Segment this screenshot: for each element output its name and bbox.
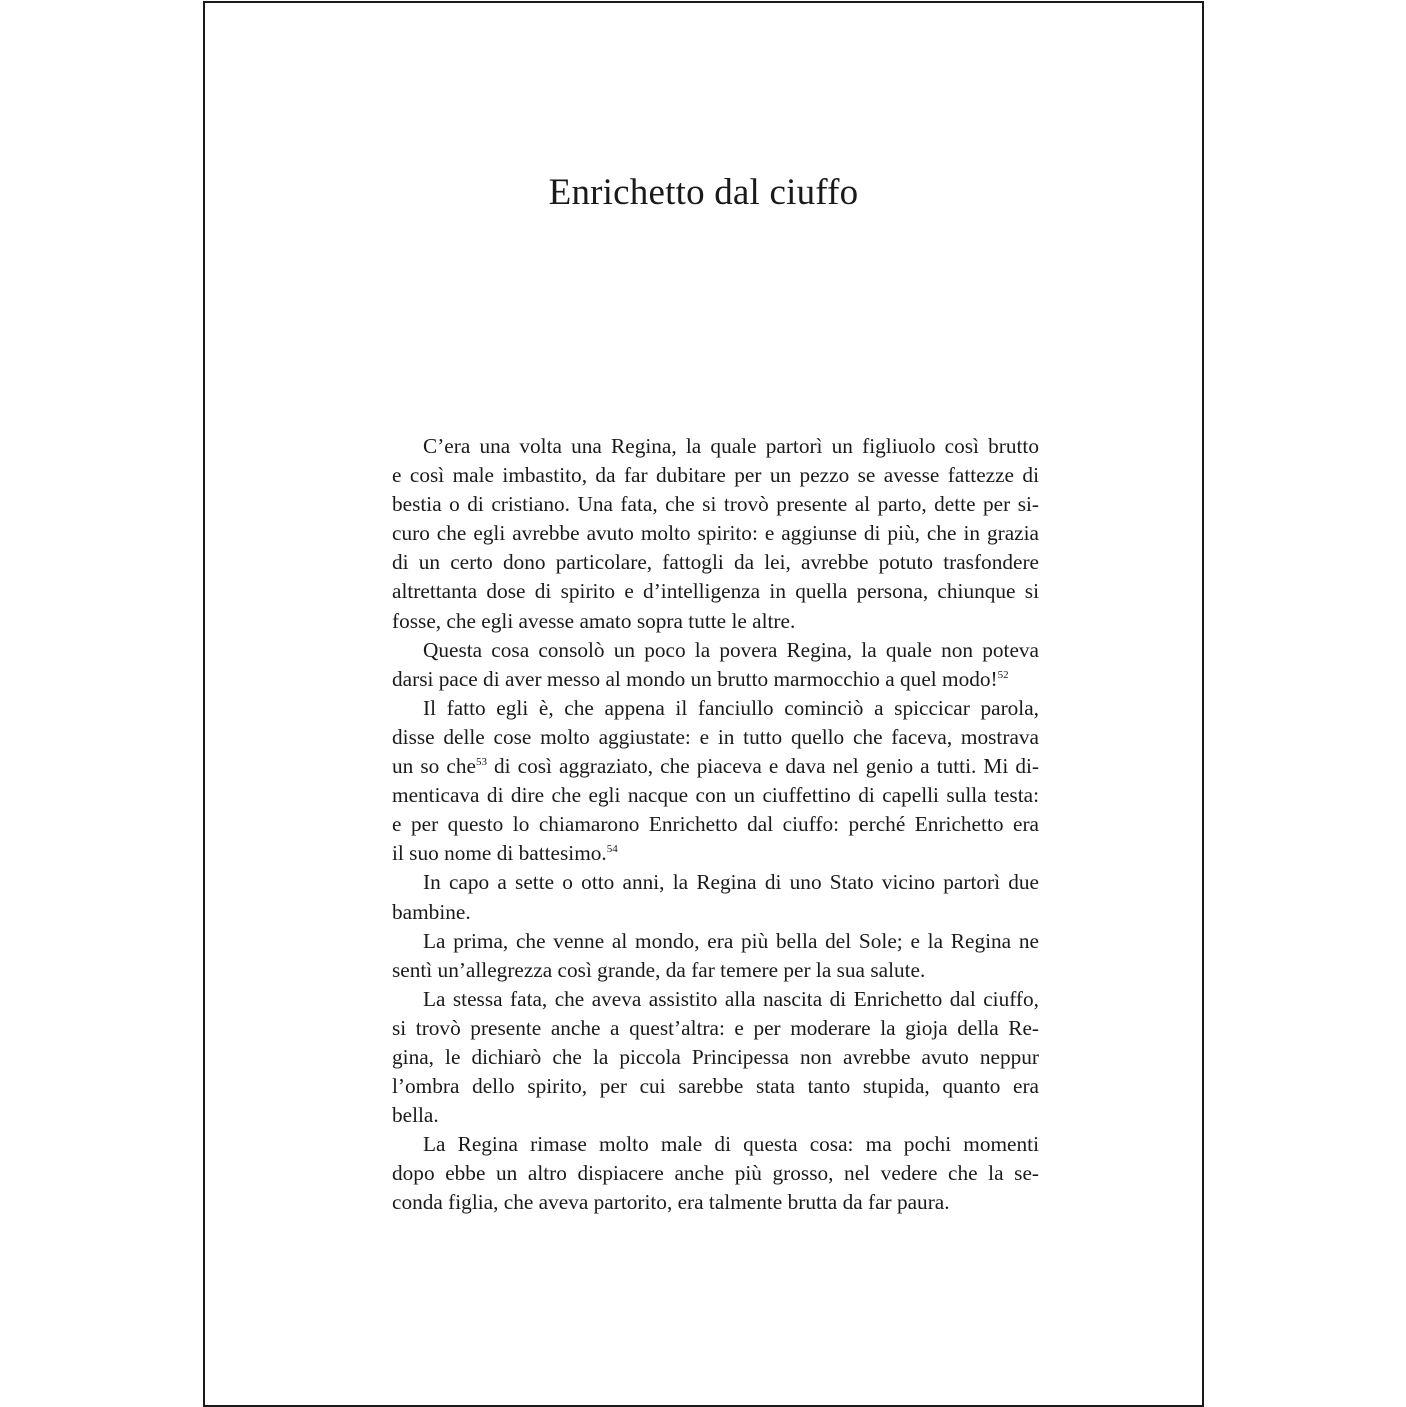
paragraph-5 [392, 927, 1039, 985]
paragraph-3 [392, 694, 1039, 869]
text-line: La stessa fata, che aveva assistito alla nascita di Enrichetto dal ciuffo, [423, 986, 1039, 1011]
paragraph-4 [392, 868, 1039, 926]
book-page [203, 1, 1204, 1407]
text-line: e così male imbastito, da far dubitare per un pezzo se avesse fattezze di [392, 463, 1039, 488]
text-line: altrettanta dose di spirito e d’intelligenza in quella persona, chiunque si [392, 579, 1039, 604]
paragraph-6 [392, 985, 1039, 1130]
text-fragment: un so che [392, 754, 476, 779]
paragraph-1 [392, 432, 1039, 636]
text-line: C’era una volta una Regina, la quale partorì un figliuolo così brutto [423, 434, 1039, 458]
footnote-marker-52[interactable]: 52 [997, 668, 1009, 681]
chapter-title: Enrichetto dal ciuffo [548, 172, 859, 213]
paragraph-7 [392, 1130, 1039, 1217]
text-line: dopo ebbe un altro dispiacere anche più grosso, nel vedere che la se- [392, 1161, 1039, 1186]
text-line: disse delle cose molto aggiustate: e in tutto quello che faceva, mostrava [392, 724, 1039, 749]
text-line [392, 665, 1039, 694]
text-line: fosse, che egli avesse amato sopra tutte le altre. [392, 608, 796, 633]
chapter-body [392, 432, 1039, 1218]
text-line: Il fatto egli è, che appena il fanciullo cominciò a spiccicar parola, [423, 695, 1039, 720]
text-line: di un certo dono particolare, fattogli da lei, avrebbe potuto trasfondere [392, 550, 1039, 575]
text-line: si trovò presente anche a quest’altra: e per moderare la gioja della Re- [392, 1015, 1039, 1040]
text-line: l’ombra dello spirito, per cui sarebbe stata tanto stupida, quanto era [392, 1074, 1039, 1099]
text-fragment: di così aggraziato, che piaceva e dava nel genio a tutti. Mi di- [486, 754, 1040, 779]
text-line: curo che egli avrebbe avuto molto spirito: e aggiunse di più, che in grazia [392, 521, 1039, 546]
paragraph-2 [392, 636, 1039, 694]
text-line: bambine. [392, 899, 471, 924]
text-line: sentì un’allegrezza così grande, da far temere per la sua salute. [392, 957, 926, 982]
text-line: La Regina rimase molto male di questa cosa: ma pochi momenti [423, 1132, 1039, 1157]
text-line: bestia o di cristiano. Una fata, che si trovò presente al parto, dette per si- [392, 492, 1039, 517]
footnote-marker-54[interactable]: 54 [606, 843, 618, 856]
text-line [392, 752, 1039, 781]
footnote-marker-53[interactable]: 53 [475, 756, 487, 769]
text-line [392, 839, 1039, 868]
text-fragment: darsi pace di aver messo al mondo un brutto marmocchio a quel modo! [392, 666, 998, 691]
text-line: bella. [392, 1103, 439, 1128]
text-fragment: il suo nome di battesimo. [392, 841, 607, 866]
text-line: menticava di dire che egli nacque con un ciuffettino di capelli sulla testa: [392, 783, 1039, 808]
text-line: In capo a sette o otto anni, la Regina di uno Stato vicino partorì due [423, 870, 1039, 895]
text-line: gina, le dichiarò che la piccola Principessa non avrebbe avuto neppur [392, 1044, 1039, 1069]
text-line: e per questo lo chiamarono Enrichetto dal ciuffo: perché Enrichetto era [392, 812, 1039, 837]
text-line: La prima, che venne al mondo, era più bella del Sole; e la Regina ne [423, 928, 1039, 953]
text-line: conda figlia, che aveva partorito, era talmente brutta da far paura. [392, 1190, 950, 1215]
text-line: Questa cosa consolò un poco la povera Regina, la quale non poteva [423, 637, 1039, 662]
